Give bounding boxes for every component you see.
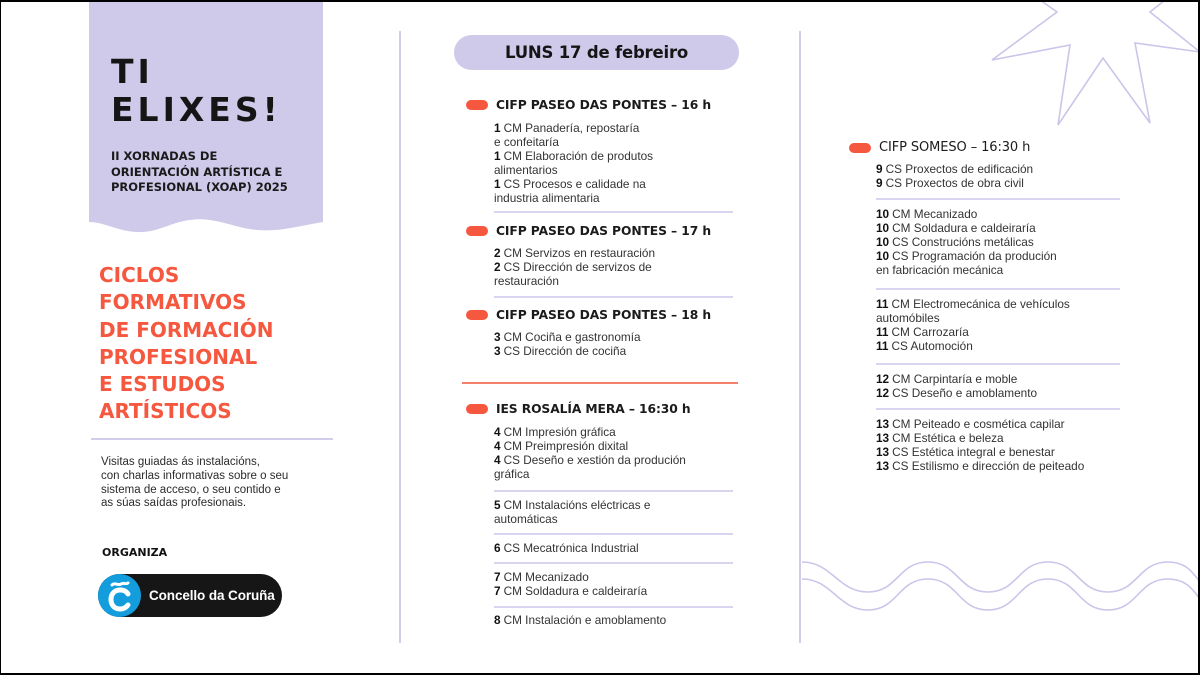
course-item: automáticas — [494, 512, 558, 526]
event-title-line-1: TI — [111, 52, 154, 91]
course-item: 13 CS Estética integral e benestar — [876, 445, 1055, 459]
section-divider-accent — [462, 382, 738, 384]
course-item: automóbiles — [876, 311, 940, 325]
course-list — [494, 425, 686, 481]
section-divider — [876, 288, 1120, 290]
course-item: 1 CS Procesos e calidade na — [494, 177, 646, 191]
event-subtitle-line: II XORNADAS DE — [111, 149, 218, 163]
course-item: 6 CS Mecatrónica Industrial — [494, 541, 639, 555]
visits-line: as súas saídas profesionais. — [101, 497, 247, 510]
course-item: 10 CM Mecanizado — [876, 207, 978, 221]
course-list — [876, 162, 1033, 190]
course-item: 7 CM Soldadura e caldeiraría — [494, 584, 648, 598]
bullet-pill-icon — [849, 143, 871, 153]
venue-title: CIFP SOMESO – 16:30 h — [879, 140, 1031, 155]
venue-title: IES ROSALÍA MERA – 16:30 h — [496, 402, 691, 416]
day-header: LUNS 17 de febreiro — [454, 35, 739, 70]
section-divider — [876, 363, 1120, 365]
visits-line: Visitas guiadas ás instalacións, — [101, 456, 260, 468]
cycles-heading — [99, 262, 339, 426]
cycles-heading-line: PROFESIONAL — [99, 344, 258, 369]
course-list — [494, 541, 639, 555]
bullet-pill-icon — [466, 310, 488, 320]
cycles-heading-line: DE FORMACIÓN — [99, 317, 274, 342]
venue-heading — [849, 140, 1030, 155]
wave-lines-icon — [802, 550, 1200, 620]
section-divider — [494, 211, 733, 213]
course-item: 12 CS Deseño e amoblamento — [876, 386, 1038, 400]
visits-description — [101, 456, 331, 511]
course-item: alimentarios — [494, 163, 558, 177]
event-subtitle-line: PROFESIONAL (XOAP) 2025 — [111, 180, 288, 194]
course-item: 13 CM Peiteado e cosmética capilar — [876, 417, 1065, 431]
course-item: en fabricación mecánica — [876, 263, 1004, 277]
course-list — [494, 570, 647, 598]
bullet-pill-icon — [466, 226, 488, 236]
course-list — [494, 121, 653, 205]
course-list — [494, 246, 655, 288]
course-list — [876, 207, 1057, 277]
course-item: 13 CM Estética e beleza — [876, 431, 1004, 445]
event-subtitle — [111, 149, 321, 196]
visits-line: sistema de acceso, o seu contido e — [101, 483, 281, 496]
cycles-heading-line: ARTÍSTICOS — [99, 399, 232, 424]
section-divider — [876, 408, 1120, 410]
event-subtitle-line: ORIENTACIÓN ARTÍSTICA E — [111, 164, 283, 179]
column-divider-right — [799, 31, 801, 643]
cycles-heading-line: CICLOS — [99, 263, 180, 287]
organiza-label: ORGANIZA — [102, 546, 168, 559]
course-item: 4 CM Preimpresión dixital — [494, 439, 629, 453]
course-item: 11 CM Electromecánica de vehículos — [876, 297, 1070, 311]
course-item: 11 CS Automoción — [876, 339, 973, 353]
venue-heading — [466, 308, 711, 322]
course-item: 10 CS Construcións metálicas — [876, 235, 1034, 249]
course-item: 4 CM Impresión gráfica — [494, 425, 616, 439]
venue-title: CIFP PASEO DAS PONTES – 17 h — [496, 224, 712, 238]
course-item: 10 CM Soldadura e caldeiraría — [876, 221, 1036, 235]
course-list — [494, 498, 650, 526]
course-item: 7 CM Mecanizado — [494, 570, 589, 584]
venue-heading — [466, 98, 711, 112]
star-outline-icon — [960, 0, 1200, 130]
venue-title: CIFP PASEO DAS PONTES – 16 h — [496, 98, 712, 112]
bullet-pill-icon — [466, 404, 488, 414]
section-divider — [494, 533, 733, 535]
course-item: 4 CS Deseño e xestión da produción — [494, 453, 686, 467]
event-title — [111, 53, 282, 129]
course-item: 12 CM Carpintaría e moble — [876, 372, 1018, 386]
left-divider — [91, 438, 333, 440]
course-item: 3 CS Dirección de cociña — [494, 344, 627, 358]
column-divider-left — [399, 31, 401, 643]
course-item: 5 CM Instalacións eléctricas e — [494, 498, 651, 512]
bullet-pill-icon — [466, 100, 488, 110]
section-divider — [494, 562, 733, 564]
course-item: restauración — [494, 274, 559, 288]
course-list — [876, 372, 1037, 400]
cycles-heading-line: FORMATIVOS — [99, 290, 247, 315]
course-list — [494, 613, 666, 627]
cycles-heading-line: E ESTUDOS — [99, 372, 226, 397]
course-item: 2 CS Dirección de servizos de — [494, 260, 652, 274]
course-item: industria alimentaria — [494, 191, 600, 205]
organizer-name: Concello da Coruña — [149, 588, 275, 603]
course-item: 8 CM Instalación e amoblamento — [494, 613, 667, 627]
course-item: e confeitaría — [494, 135, 559, 149]
event-title-line-2: ELIXES! — [111, 90, 282, 129]
course-item: 13 CS Estilismo e dirección de peiteado — [876, 459, 1085, 473]
course-list — [876, 297, 1070, 353]
concello-logo-icon — [98, 574, 141, 617]
venue-heading — [466, 224, 711, 238]
course-list — [876, 417, 1084, 473]
course-item: 9 CS Proxectos de obra civil — [876, 176, 1024, 190]
venue-heading — [466, 402, 691, 416]
course-item: 10 CS Programación da produción — [876, 249, 1057, 263]
course-item: gráfica — [494, 467, 530, 481]
section-divider — [494, 606, 733, 608]
course-item: 1 CM Panadería, repostaría — [494, 121, 640, 135]
course-item: 3 CM Cociña e gastronomía — [494, 330, 641, 344]
venue-title: CIFP PASEO DAS PONTES – 18 h — [496, 308, 712, 322]
section-divider — [494, 296, 733, 298]
course-item: 9 CS Proxectos de edificación — [876, 162, 1034, 176]
section-divider — [876, 198, 1120, 200]
course-item: 11 CM Carrozaría — [876, 325, 969, 339]
course-item: 1 CM Elaboración de produtos — [494, 149, 654, 163]
course-item: 2 CM Servizos en restauración — [494, 246, 656, 260]
course-list — [494, 330, 641, 358]
visits-line: con charlas informativas sobre o seu — [101, 469, 289, 482]
organizer-badge — [98, 574, 282, 617]
section-divider — [494, 490, 733, 492]
